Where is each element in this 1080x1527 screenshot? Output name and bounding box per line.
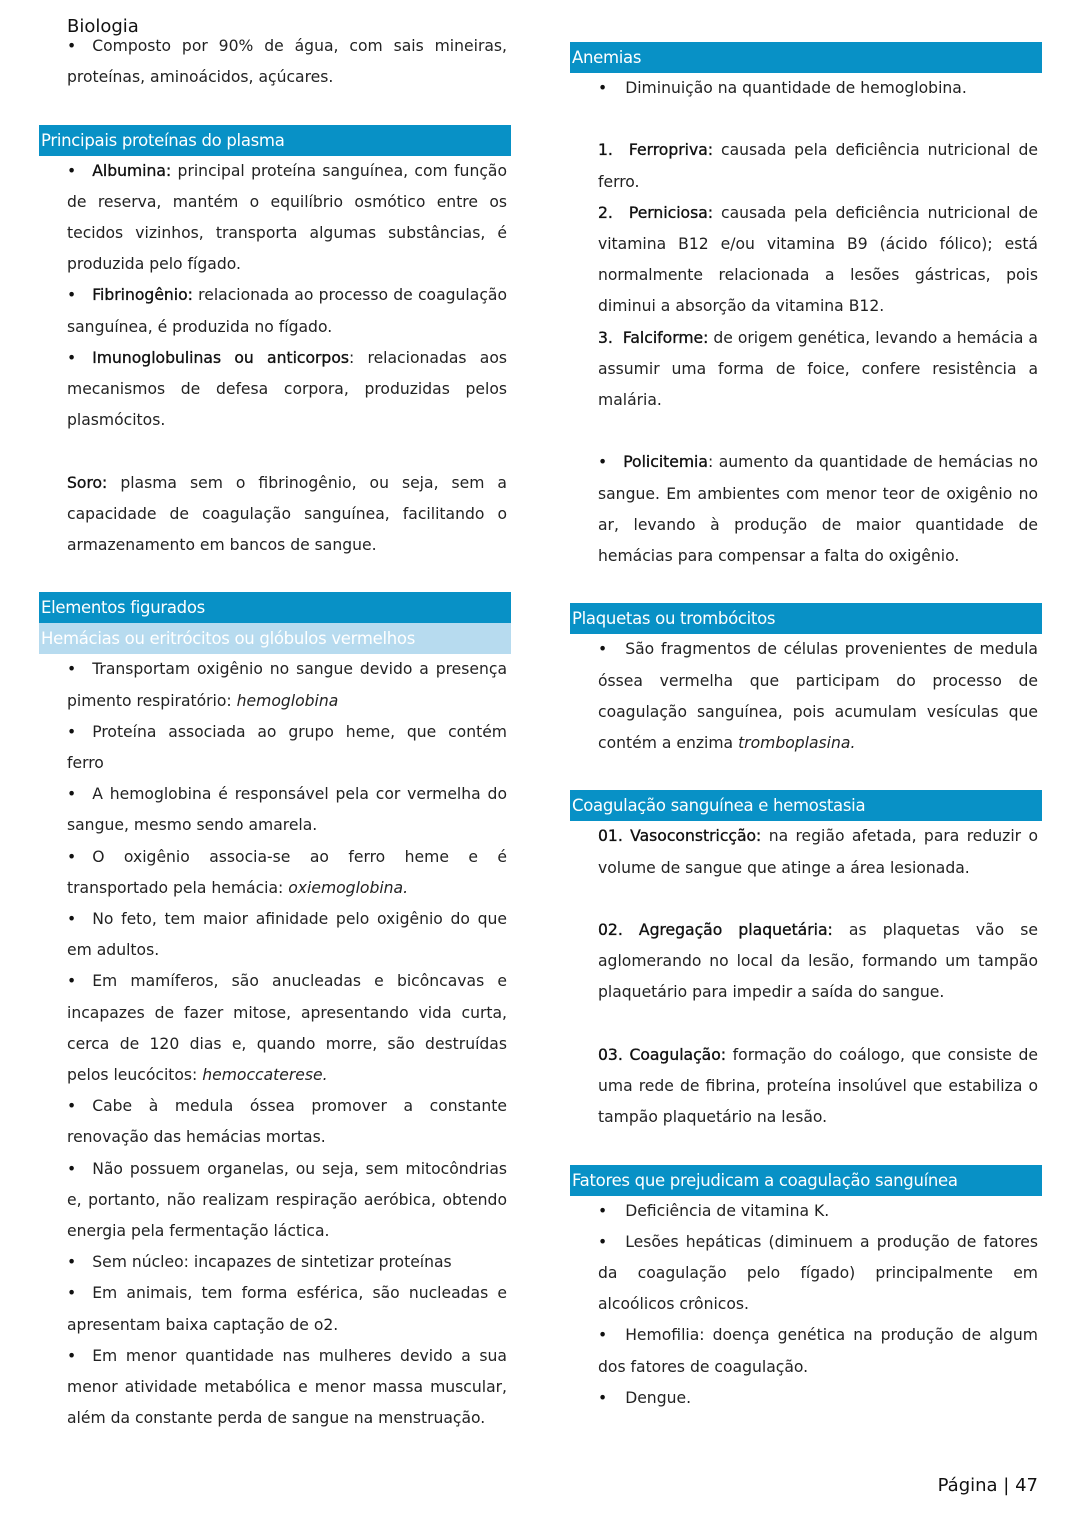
section-heading-fatores: Fatores que prejudicam a coagulação sanguínea bbox=[570, 1165, 1042, 1196]
anemia-type-falciforme: 3. Falciforme: de origem genética, levando a hemácia a assumir uma forma de foice, confere resistência a malária. bbox=[598, 328, 1038, 410]
fator-item: • Deficiência de vitamina K. bbox=[570, 1196, 1042, 1227]
left-column bbox=[39, 0, 511, 1434]
anemia-type-perniciosa: 2. Perniciosa: causada pela deficiência nutricional de vitamina B12 e/ou vitamina B9 (ácido fólico); está normalmente relacionada a lesões gástricas, pois diminui a absorção da vitamina B12. bbox=[598, 203, 1038, 316]
hemacia-item: • Cabe à medula óssea promover a constante renovação das hemácias mortas. bbox=[39, 1091, 511, 1153]
coagulation-step-1: 01. Vasoconstricção: na região afetada, para reduzir o volume de sangue que atinge a área lesionada. bbox=[598, 827, 1038, 877]
hemacia-item: • No feto, tem maior afinidade pelo oxigênio do que em adultos. bbox=[39, 904, 511, 966]
anemias-intro: • Diminuição na quantidade de hemoglobina. bbox=[570, 73, 1042, 104]
soro-definition: Soro: plasma sem o fibrinogênio, ou seja, sem a capacidade de coagulação sanguínea, facilitando o armazenamento em bancos de sangue. bbox=[67, 473, 507, 555]
fator-item: • Dengue. bbox=[570, 1383, 1042, 1414]
policitemia-item: • Policitemia: aumento da quantidade de hemácias no sangue. Em ambientes com menor teor de oxigênio no ar, levando à produção de maior quantidade de hemácias para compensar a falta do oxigênio. bbox=[570, 447, 1042, 572]
protein-item-fibrinogenio: • Fibrinogênio: relacionada ao processo de coagulação sanguínea, é produzida no fígado. bbox=[39, 280, 511, 342]
hemacia-item: • O oxigênio associa-se ao ferro heme e é transportado pela hemácia: oxiemoglobina. bbox=[39, 842, 511, 904]
section-heading-elements: Elementos figurados bbox=[39, 592, 511, 623]
section-heading-anemias: Anemias bbox=[570, 42, 1042, 73]
hemacia-item: • Sem núcleo: incapazes de sintetizar proteínas bbox=[39, 1247, 511, 1278]
coagulation-step-2: 02. Agregação plaquetária: as plaquetas vão se aglomerando no local da lesão, formando um tampão plaquetário para impedir a saída do sangue. bbox=[598, 921, 1038, 1002]
fator-item: • Lesões hepáticas (diminuem a produção de fatores da coagulação pelo fígado) principalmente em alcoólicos crônicos. bbox=[570, 1227, 1042, 1321]
page-number: Página | 47 bbox=[937, 1475, 1038, 1496]
coagulation-step-3: 03. Coagulação: formação do coálogo, que consiste de uma rede de fibrina, proteína insolúvel que estabiliza o tampão plaquetário na lesão. bbox=[598, 1045, 1038, 1127]
anemia-type-ferropriva: 1. Ferropriva: causada pela deficiência nutricional de ferro. bbox=[598, 141, 1038, 191]
section-heading-plaquetas: Plaquetas ou trombócitos bbox=[570, 603, 1042, 634]
plasma-composition: • Composto por 90% de água, com sais mineiras, proteínas, aminoácidos, açúcares. bbox=[39, 31, 511, 93]
hemacia-item: • Não possuem organelas, ou seja, sem mitocôndrias e, portanto, não realizam respiração aeróbica, obtendo energia pela fermentação láctica. bbox=[39, 1154, 511, 1248]
page-header: Biologia bbox=[67, 16, 139, 37]
fator-item: • Hemofilia: doença genética na produção de algum dos fatores de coagulação. bbox=[570, 1320, 1042, 1382]
section-heading-coagulacao: Coagulação sanguínea e hemostasia bbox=[570, 790, 1042, 821]
protein-item-albumina: • Albumina: principal proteína sanguínea, com função de reserva, mantém o equilíbrio osmótico entre os tecidos vizinhos, transporta algumas substâncias, é produzida pelo fígado. bbox=[39, 156, 511, 281]
right-column bbox=[570, 42, 1042, 1414]
hemacia-item: • Proteína associada ao grupo heme, que contém ferro bbox=[39, 717, 511, 779]
section-heading-proteins: Principais proteínas do plasma bbox=[39, 125, 511, 156]
hemacia-item: • Transportam oxigênio no sangue devido a presença pimento respiratório: hemoglobina bbox=[39, 654, 511, 716]
hemacia-item: • A hemoglobina é responsável pela cor vermelha do sangue, mesmo sendo amarela. bbox=[39, 779, 511, 841]
hemacia-item: • Em mamíferos, são anucleadas e bicôncavas e incapazes de fazer mitose, apresentando vida curta, cerca de 120 dias e, quando morre, são destruídas pelos leucócitos: hemoccaterese. bbox=[39, 966, 511, 1091]
hemacia-item: • Em animais, tem forma esférica, são nucleadas e apresentam baixa captação de o2. bbox=[39, 1278, 511, 1340]
protein-item-imunoglobulinas: • Imunoglobulinas ou anticorpos: relacionadas aos mecanismos de defesa corpora, produzidas pelos plasmócitos. bbox=[39, 343, 511, 437]
hemacia-item: • Em menor quantidade nas mulheres devido a sua menor atividade metabólica e menor massa muscular, além da constante perda de sangue na menstruação. bbox=[39, 1341, 511, 1435]
plaquetas-text: • São fragmentos de células provenientes de medula óssea vermelha que participam do processo de coagulação sanguínea, pois acumulam vesículas que contém a enzima tromboplasina. bbox=[570, 634, 1042, 759]
subsection-heading-hemacias: Hemácias ou eritrócitos ou glóbulos vermelhos bbox=[39, 623, 511, 654]
